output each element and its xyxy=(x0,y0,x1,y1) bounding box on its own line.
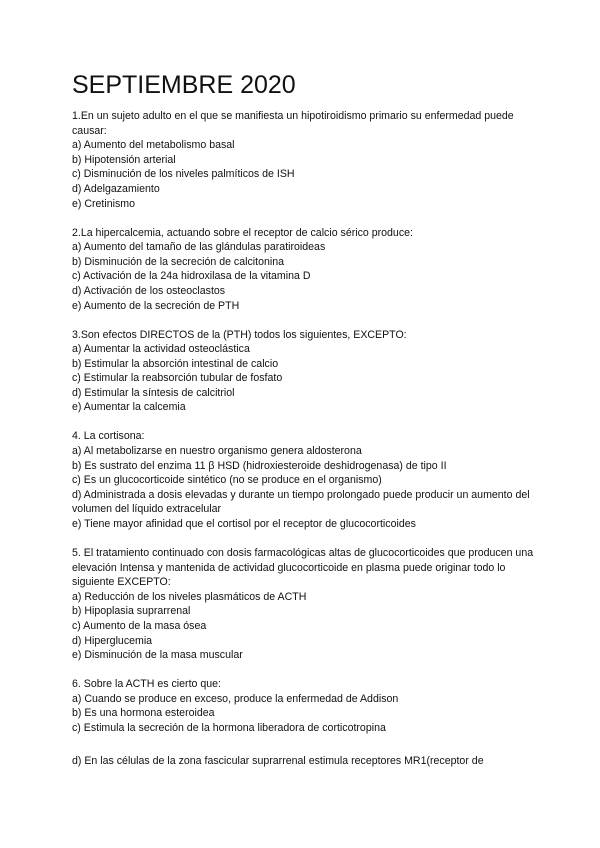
answer-option: b) Es sustrato del enzima 11 β HSD (hidroxiesteroide deshidrogenasa) de tipo II xyxy=(72,459,447,472)
answer-option: d) Estimular la síntesis de calcitriol xyxy=(72,386,235,399)
question-stem: 4. La cortisona: xyxy=(72,430,145,443)
answer-option: a) Aumento del tamaño de las glándulas paratiroideas xyxy=(72,241,326,254)
answer-option: c) Estimular la reabsorción tubular de fosfato xyxy=(72,372,283,385)
question-stem: 6. Sobre la ACTH es cierto que: xyxy=(72,678,221,691)
answer-option: b) Hipotensión arterial xyxy=(72,153,176,166)
answer-option: d) Hiperglucemia xyxy=(72,634,153,647)
answer-option: c) Aumento de la masa ósea xyxy=(72,619,207,632)
answer-option: c) Estimula la secreción de la hormona liberadora de corticotropina xyxy=(72,721,386,734)
answer-option: a) Aumento del metabolismo basal xyxy=(72,139,235,152)
question-stem: 5. El tratamiento continuado con dosis farmacológicas altas de glucocorticoides que producen una elevación Intensa y mantenida de actividad glucocorticoide en plasma puede originar todo lo siguiente EXCEPTO: xyxy=(72,547,534,589)
answer-option: d) Activación de los osteoclastos xyxy=(72,284,226,297)
answer-option: e) Tiene mayor afinidad que el cortisol por el receptor de glucocorticoides xyxy=(72,518,416,531)
question-1 xyxy=(72,109,542,211)
answer-option: d) Administrada a dosis elevadas y durante un tiempo prolongado puede producir un aumento del volumen del líquido extracelular xyxy=(72,488,530,516)
answer-option: e) Aumento de la secreción de PTH xyxy=(72,299,240,312)
answer-option: a) Cuando se produce en exceso, produce la enfermedad de Addison xyxy=(72,692,399,705)
answer-option: a) Al metabolizarse en nuestro organismo genera aldosterona xyxy=(72,445,362,458)
question-stem: 1.En un sujeto adulto en el que se manifiesta un hipotiroidismo primario su enfermedad puede causar: xyxy=(72,110,514,137)
trailing-answer-option: d) En las células de la zona fascicular suprarrenal estimula receptores MR1(receptor de xyxy=(72,754,484,767)
answer-option: b) Disminución de la secreción de calcitonina xyxy=(72,255,284,268)
answer-option: b) Es una hormona esteroidea xyxy=(72,707,215,720)
question-stem: 2.La hipercalcemia, actuando sobre el receptor de calcio sérico produce: xyxy=(72,226,413,239)
answer-option: b) Hipoplasia suprarrenal xyxy=(72,605,191,618)
answer-option: e) Cretinismo xyxy=(72,197,135,210)
question-list xyxy=(72,109,542,779)
question-5 xyxy=(72,546,542,663)
question-2 xyxy=(72,226,542,314)
answer-option: e) Aumentar la calcemia xyxy=(72,401,186,414)
answer-option: e) Disminución de la masa muscular xyxy=(72,649,243,662)
question-6 xyxy=(72,677,542,735)
answer-option: c) Activación de la 24a hidroxilasa de la vitamina D xyxy=(72,270,311,283)
answer-option: a) Aumentar la actividad osteoclástica xyxy=(72,343,250,356)
answer-option: a) Reducción de los niveles plasmáticos de ACTH xyxy=(72,590,307,603)
answer-option: c) Disminución de los niveles palmíticos de ISH xyxy=(72,168,295,181)
question-stem: 3.Son efectos DIRECTOS de la (PTH) todos los siguientes, EXCEPTO: xyxy=(72,328,407,341)
document-title: SEPTIEMBRE 2020 xyxy=(72,71,296,99)
answer-option: d) Adelgazamiento xyxy=(72,182,160,195)
answer-option: b) Estimular la absorción intestinal de calcio xyxy=(72,357,279,370)
answer-option: c) Es un glucocorticoide sintético (no se produce en el organismo) xyxy=(72,474,382,487)
question-4 xyxy=(72,429,542,531)
question-3 xyxy=(72,328,542,416)
